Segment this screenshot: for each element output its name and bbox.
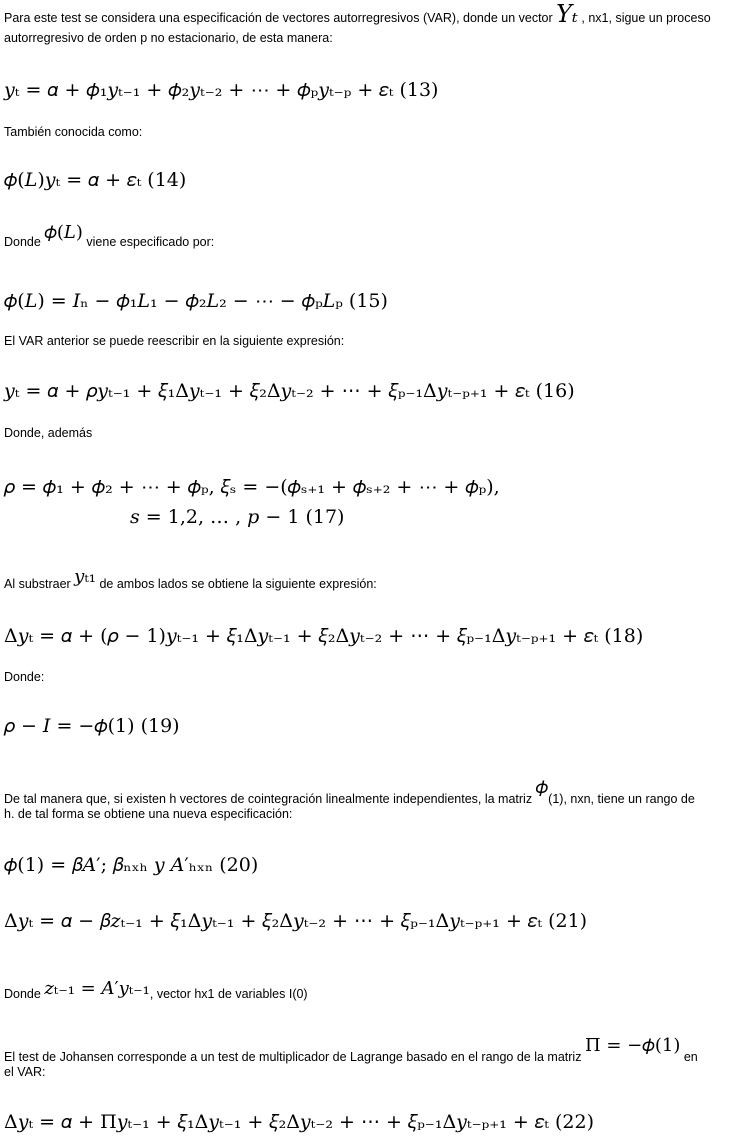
equation-15: 𝜙(𝐿) = 𝐼ₙ − 𝜙₁𝐿₁ − 𝜙₂𝐿₂ − ⋯ − 𝜙ₚ𝐿ₚ (15) [4,290,388,312]
intro-text-after: , nx1, sigue un proceso [577,11,711,25]
equation-21: Δ𝑦ₜ = 𝛼 − 𝛽𝑧ₜ₋₁ + 𝜉₁Δ𝑦ₜ₋₁ + 𝜉₂Δ𝑦ₜ₋₂ + ⋯ + 𝜉ₚ₋₁Δ𝑦ₜ₋ₚ₊₁ + 𝜀ₜ (21) [4,910,588,932]
text-tambien: También conocida como: [4,125,143,139]
text-substraer-before: Al substraer [4,577,75,591]
text-substraer-after: de ambos lados se obtiene la siguiente expresión: [96,577,377,591]
text-donde-z [4,978,308,1003]
text-donde-z-before: Donde [4,987,45,1001]
inline-symbol-pi: Π = −𝜙(1) [584,1035,681,1056]
intro-paragraph [4,0,711,28]
text-substraer [4,566,377,593]
text-donde-phi [4,222,215,251]
text-donde-colon: Donde: [4,670,45,684]
cointegration-text-before: De tal manera que, si existen h vectores de cointegración linealmente independientes, la matriz [4,792,536,806]
text-donde-phi-after: viene especificado por: [82,235,215,249]
equation-22: Δ𝑦ₜ = 𝛼 + Π𝑦ₜ₋₁ + 𝜉₁Δ𝑦ₜ₋₁ + 𝜉₂Δ𝑦ₜ₋₂ + ⋯ + 𝜉ₚ₋₁Δ𝑦ₜ₋ₚ₊₁ + 𝜀ₜ (22) [4,1111,595,1133]
equation-19: 𝜌 − 𝐼 = −𝜙(1) (19) [4,715,180,737]
equation-18: Δ𝑦ₜ = 𝛼 + (𝜌 − 1)𝑦ₜ₋₁ + 𝜉₁Δ𝑦ₜ₋₁ + 𝜉₂Δ𝑦ₜ₋₂ + ⋯ + 𝜉ₚ₋₁Δ𝑦ₜ₋ₚ₊₁ + 𝜀ₜ (18) [4,625,644,647]
text-var-rewrite: El VAR anterior se puede reescribir en la siguiente expresión: [4,334,345,348]
text-donde-phi-before: Donde [4,235,45,249]
johansen-text-after: en [680,1050,698,1064]
equation-20: 𝜙(1) = 𝛽𝐴′; 𝛽ₙₓₕ 𝑦 𝐴′ₕₓₙ (20) [4,854,259,876]
equation-13: 𝑦ₜ = 𝛼 + 𝜙₁𝑦ₜ₋₁ + 𝜙₂𝑦ₜ₋₂ + ⋯ + 𝜙ₚ𝑦ₜ₋ₚ + 𝜀ₜ (13) [4,79,439,101]
intro-text-before: Para este test se considera una especificación de vectores autorregresivos (VAR), donde un vector [4,11,557,25]
equation-17-line2: 𝑠 = 1,2, … , 𝑝 − 1 (17) [130,506,345,528]
inline-symbol-yt1: 𝑦ₜ₁ [74,566,96,587]
equation-16: 𝑦ₜ = 𝛼 + 𝜌𝑦ₜ₋₁ + 𝜉₁Δ𝑦ₜ₋₁ + 𝜉₂Δ𝑦ₜ₋₂ + ⋯ + 𝜉ₚ₋₁Δ𝑦ₜ₋ₚ₊₁ + 𝜀ₜ (16) [4,380,575,402]
inline-symbol-z: 𝑧ₜ₋₁ = 𝐴′𝑦ₜ₋₁ [44,978,150,999]
johansen-text-before: El test de Johansen corresponde a un test de multiplicador de Lagrange basado en el rango de la matriz [4,1050,585,1064]
equation-14: 𝜙(𝐿)𝑦ₜ = 𝛼 + 𝜀ₜ (14) [4,169,187,191]
inline-symbol-phiL: 𝜙(𝐿) [44,222,83,243]
cointegration-text-after: (1), nxn, tiene un rango de [548,792,695,806]
inline-symbol-phi: 𝜙 [535,777,549,798]
intro-paragraph-line2: autorregresivo de orden p no estacionario, de esta manera: [4,31,333,45]
inline-symbol-Yt: Yₜ [556,0,578,28]
johansen-paragraph-line2: el VAR: [4,1065,46,1079]
johansen-paragraph [4,1035,698,1066]
text-donde-z-after: , vector hx1 de variables I(0) [149,987,308,1001]
text-donde-ademas: Donde, además [4,426,93,440]
equation-17-line1: 𝜌 = 𝜙₁ + 𝜙₂ + ⋯ + 𝜙ₚ, 𝜉ₛ = −(𝜙ₛ₊₁ + 𝜙ₛ₊₂ + ⋯ + 𝜙ₚ), [4,476,500,498]
cointegration-paragraph-line2: h. de tal forma se obtiene una nueva especificación: [4,807,293,821]
